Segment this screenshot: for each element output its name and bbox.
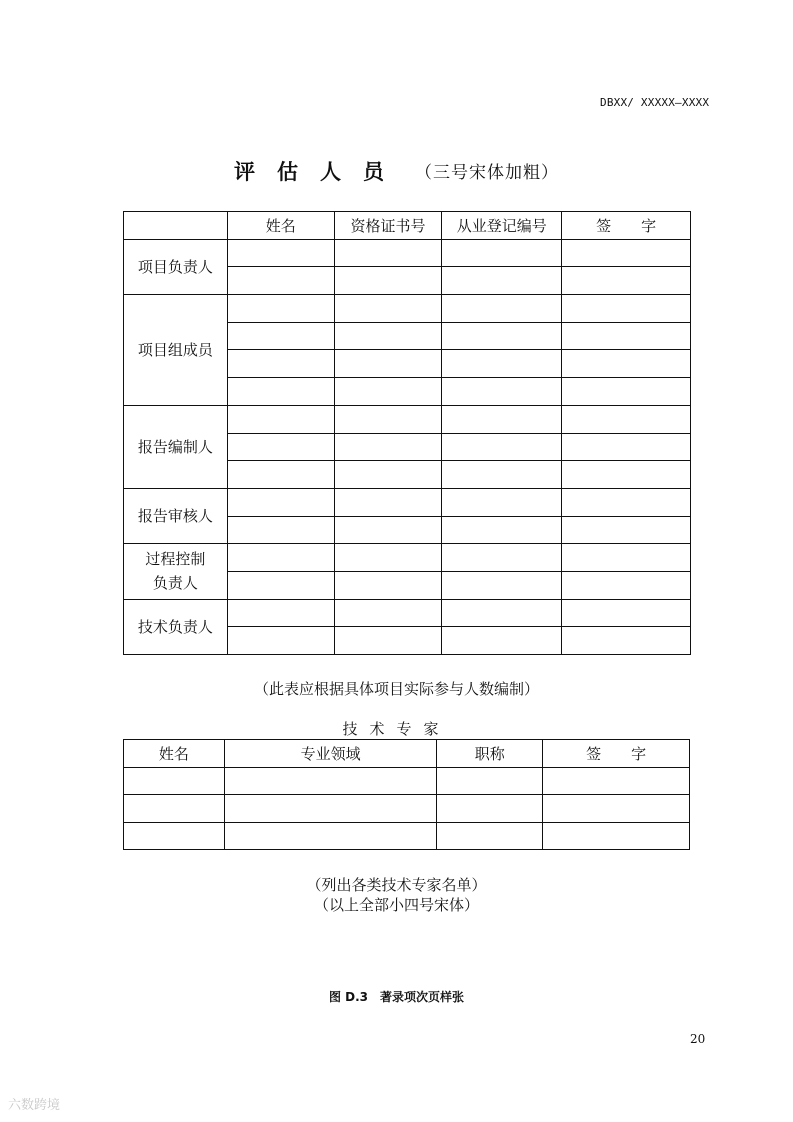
evaluator-table: [123, 211, 691, 655]
empty-cell: [224, 767, 437, 795]
empty-cell: [227, 322, 334, 350]
empty-cell: [442, 516, 562, 544]
page-number: 20: [690, 1032, 706, 1046]
empty-cell: [543, 822, 690, 850]
empty-cell: [562, 571, 691, 599]
empty-cell: [334, 378, 442, 406]
title-font-note: （三号宋体加粗）: [415, 163, 559, 183]
empty-cell: [227, 378, 334, 406]
table-row: [124, 767, 690, 795]
table-row: [124, 599, 691, 627]
empty-cell: [562, 378, 691, 406]
empty-cell: [224, 822, 437, 850]
empty-cell: [334, 599, 442, 627]
empty-cell: [437, 795, 543, 823]
table-header-row: [124, 740, 690, 768]
empty-cell: [334, 267, 442, 295]
empty-cell: [124, 822, 225, 850]
table-row: [124, 488, 691, 516]
empty-cell: [442, 488, 562, 516]
evaluator-table-note: （此表应根据具体项目实际参与人数编制）: [253, 680, 539, 698]
empty-cell: [562, 350, 691, 378]
empty-cell: [442, 599, 562, 627]
empty-cell: [562, 405, 691, 433]
table-row: [124, 544, 691, 572]
empty-cell: [442, 322, 562, 350]
header-cell: [124, 212, 228, 240]
empty-cell: [334, 571, 442, 599]
role-cell: 项目负责人: [124, 239, 228, 294]
empty-cell: [227, 544, 334, 572]
empty-cell: [227, 488, 334, 516]
table-row: [124, 405, 691, 433]
empty-cell: [562, 488, 691, 516]
empty-cell: [442, 433, 562, 461]
empty-cell: [334, 350, 442, 378]
empty-cell: [334, 627, 442, 655]
empty-cell: [334, 405, 442, 433]
header-cell: 签 字: [543, 740, 690, 768]
empty-cell: [562, 627, 691, 655]
empty-cell: [334, 544, 442, 572]
header-cell: 从业登记编号: [442, 212, 562, 240]
role-cell: 技术负责人: [124, 599, 228, 654]
header-cell: 资格证书号: [334, 212, 442, 240]
empty-cell: [227, 433, 334, 461]
empty-cell: [227, 350, 334, 378]
role-label-line: 负责人: [152, 574, 198, 593]
empty-cell: [227, 627, 334, 655]
empty-cell: [227, 239, 334, 267]
watermark-logo: 六数跨境: [8, 1098, 61, 1113]
empty-cell: [227, 267, 334, 295]
empty-cell: [227, 295, 334, 323]
empty-cell: [442, 378, 562, 406]
empty-cell: [334, 239, 442, 267]
empty-cell: [562, 295, 691, 323]
empty-cell: [543, 795, 690, 823]
role-label-line: 过程控制: [145, 550, 206, 569]
font-size-note: （以上全部小四号宋体）: [313, 896, 479, 914]
table-row: [124, 822, 690, 850]
header-cell: 姓名: [124, 740, 225, 768]
empty-cell: [442, 267, 562, 295]
empty-cell: [334, 433, 442, 461]
expert-list-note: （列出各类技术专家名单）: [306, 876, 487, 894]
empty-cell: [442, 627, 562, 655]
header-cell: 职称: [437, 740, 543, 768]
empty-cell: [562, 433, 691, 461]
empty-cell: [334, 295, 442, 323]
empty-cell: [562, 239, 691, 267]
empty-cell: [227, 571, 334, 599]
figure-caption: 图 D.3 著录项次页样张: [328, 990, 465, 1004]
role-cell: 报告编制人: [124, 405, 228, 488]
empty-cell: [334, 516, 442, 544]
empty-cell: [442, 295, 562, 323]
table-row: [124, 295, 691, 323]
empty-cell: [562, 461, 691, 489]
empty-cell: [334, 488, 442, 516]
empty-cell: [562, 322, 691, 350]
empty-cell: [124, 767, 225, 795]
empty-cell: [124, 795, 225, 823]
empty-cell: [437, 767, 543, 795]
table-row: [124, 795, 690, 823]
empty-cell: [227, 405, 334, 433]
empty-cell: [442, 405, 562, 433]
empty-cell: [442, 350, 562, 378]
empty-cell: [562, 599, 691, 627]
table-row: [124, 239, 691, 267]
role-cell: 项目组成员: [124, 295, 228, 406]
header-cell: 签 字: [562, 212, 691, 240]
empty-cell: [562, 267, 691, 295]
empty-cell: [437, 822, 543, 850]
empty-cell: [442, 239, 562, 267]
document-code: DBXX/ XXXXX—XXXX: [600, 96, 710, 109]
role-cell: [124, 544, 228, 599]
page-title: 评估人员: [234, 159, 406, 184]
empty-cell: [334, 322, 442, 350]
header-cell: 专业领域: [224, 740, 437, 768]
empty-cell: [227, 516, 334, 544]
empty-cell: [442, 571, 562, 599]
header-cell: 姓名: [227, 212, 334, 240]
role-cell: 报告审核人: [124, 488, 228, 543]
empty-cell: [224, 795, 437, 823]
empty-cell: [543, 767, 690, 795]
table-header-row: [124, 212, 691, 240]
empty-cell: [227, 461, 334, 489]
expert-section-title: 技术专家: [342, 720, 451, 738]
empty-cell: [562, 544, 691, 572]
empty-cell: [227, 599, 334, 627]
empty-cell: [562, 516, 691, 544]
empty-cell: [334, 461, 442, 489]
empty-cell: [442, 461, 562, 489]
expert-table: [123, 739, 690, 850]
empty-cell: [442, 544, 562, 572]
